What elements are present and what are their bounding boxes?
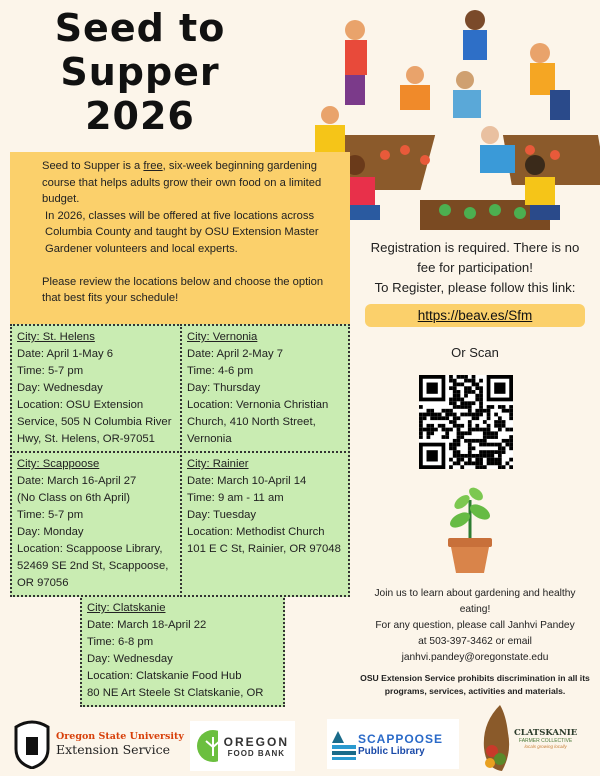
location-city: City: Rainier xyxy=(187,458,249,470)
location-time: Time: 5-7 pm xyxy=(17,365,84,377)
join-text: Join us to learn about gardening and healthy eating! xyxy=(374,588,576,615)
location-note: (No Class on 6th April) xyxy=(17,492,131,504)
intro-text: Seed to Supper is a xyxy=(42,160,144,172)
location-city: City: Scappoose xyxy=(17,458,100,470)
location-city: City: St. Helens xyxy=(17,331,95,343)
oregon-food-bank-logo xyxy=(190,721,295,771)
title-line: Seed to xyxy=(54,6,226,50)
potted-plant-icon xyxy=(440,480,500,575)
cornucopia-icon xyxy=(478,703,512,773)
osu-shield-icon xyxy=(12,719,52,769)
osu-extension: Extension Service xyxy=(56,742,171,757)
qr-code[interactable] xyxy=(418,375,514,469)
intro-paragraph-2: In 2026, classes will be offered at five locations across Columbia County and taught by OSU Extension Master Gardener volunteers and local experts. xyxy=(45,209,319,255)
location-date: Date: April 2-May 7 xyxy=(187,348,284,360)
title-line: 2026 xyxy=(85,94,195,138)
location-day: Day: Wednesday xyxy=(17,382,103,394)
location-day: Day: Tuesday xyxy=(187,509,257,521)
registration-info xyxy=(350,238,600,361)
scappoose-library-logo xyxy=(327,719,459,769)
location-address: Location: Scappoose Library, 52469 SE 2nd St, Scappoose, OR 97056 xyxy=(17,543,169,589)
intro-text: , six-week beginning gardening course that helps adults grow their own food on a limited budget. xyxy=(42,160,322,206)
location-day: Day: Thursday xyxy=(187,382,261,394)
location-address: Location: OSU Extension Service, 505 N Columbia River Hwy, St. Helens, OR-97051 xyxy=(17,399,172,445)
library-sub: Public Library xyxy=(358,745,425,757)
location-time: Time: 5-7 pm xyxy=(17,509,84,521)
clatskanie-tagline: locals growing locally xyxy=(524,743,567,749)
intro-panel xyxy=(10,152,350,324)
non-discrimination-statement: OSU Extension Service prohibits discrimination in all its programs, services, activities and materials. xyxy=(360,673,590,696)
location-day: Day: Wednesday xyxy=(87,653,173,665)
library-books-icon xyxy=(330,727,358,761)
contact-email[interactable]: janhvi.pandey@oregonstate.edu xyxy=(401,652,549,663)
registration-follow: To Register, please follow this link: xyxy=(374,280,576,295)
location-card-vernonia xyxy=(180,324,350,453)
location-city: City: Clatskanie xyxy=(87,602,166,614)
location-address: Location: Methodist Church 101 E C St, Rainier, OR 97048 xyxy=(187,526,341,555)
intro-paragraph-1 xyxy=(42,158,340,208)
location-card-clatskanie xyxy=(80,595,285,707)
food-bank-sub: FOOD BANK xyxy=(227,748,286,758)
location-time: Time: 6-8 pm xyxy=(87,636,154,648)
location-date: Date: March 18-April 22 xyxy=(87,619,207,631)
location-card-st-helens xyxy=(10,324,182,453)
clatskanie-farmer-collective-logo xyxy=(478,702,577,774)
location-day: Day: Monday xyxy=(17,526,84,538)
food-bank-name: OREGON xyxy=(223,734,289,749)
location-address: 80 NE Art Steele St Clatskanie, OR xyxy=(87,687,264,699)
location-date: Date: April 1-May 6 xyxy=(17,348,114,360)
location-card-rainier xyxy=(180,451,350,597)
free-emphasis: free xyxy=(143,160,163,172)
locations-section xyxy=(10,324,350,707)
osu-name: Oregon State University xyxy=(56,731,184,742)
location-date: Date: March 10-April 14 xyxy=(187,475,307,487)
or-scan-label: Or Scan xyxy=(451,345,499,360)
library-name: SCAPPOOSE xyxy=(358,731,444,746)
location-time: Time: 9 am - 11 am xyxy=(187,492,284,504)
locations-grid xyxy=(10,324,350,597)
clatskanie-name: CLATSKANIE xyxy=(514,727,578,738)
location-city: City: Vernonia xyxy=(187,331,258,343)
location-time: Time: 4-6 pm xyxy=(187,365,254,377)
registration-text: Registration is required. There is no fee for participation! xyxy=(370,240,580,275)
clatskanie-sub: FARMER COLLECTIVE xyxy=(518,737,573,744)
location-card-scappoose xyxy=(10,451,182,597)
location-address: Location: Clatskanie Food Hub xyxy=(87,670,242,682)
osu-extension-logo xyxy=(12,718,184,770)
title-line: Supper xyxy=(60,50,220,94)
registration-link[interactable]: https://beav.es/Sfm xyxy=(365,304,585,327)
food-bank-leaf-icon xyxy=(196,729,218,763)
contact-question: For any question, please call Janhvi Pandey at 503-397-3462 or email xyxy=(375,620,575,647)
intro-paragraph-3: Please review the locations below and choose the option that best fits your schedule! xyxy=(42,275,324,305)
location-address: Location: Vernonia Christian Church, 410 North Street, Vernonia xyxy=(187,399,329,445)
contact-info xyxy=(350,586,600,698)
location-date: Date: March 16-April 27 xyxy=(17,475,137,487)
page-title xyxy=(40,6,240,138)
